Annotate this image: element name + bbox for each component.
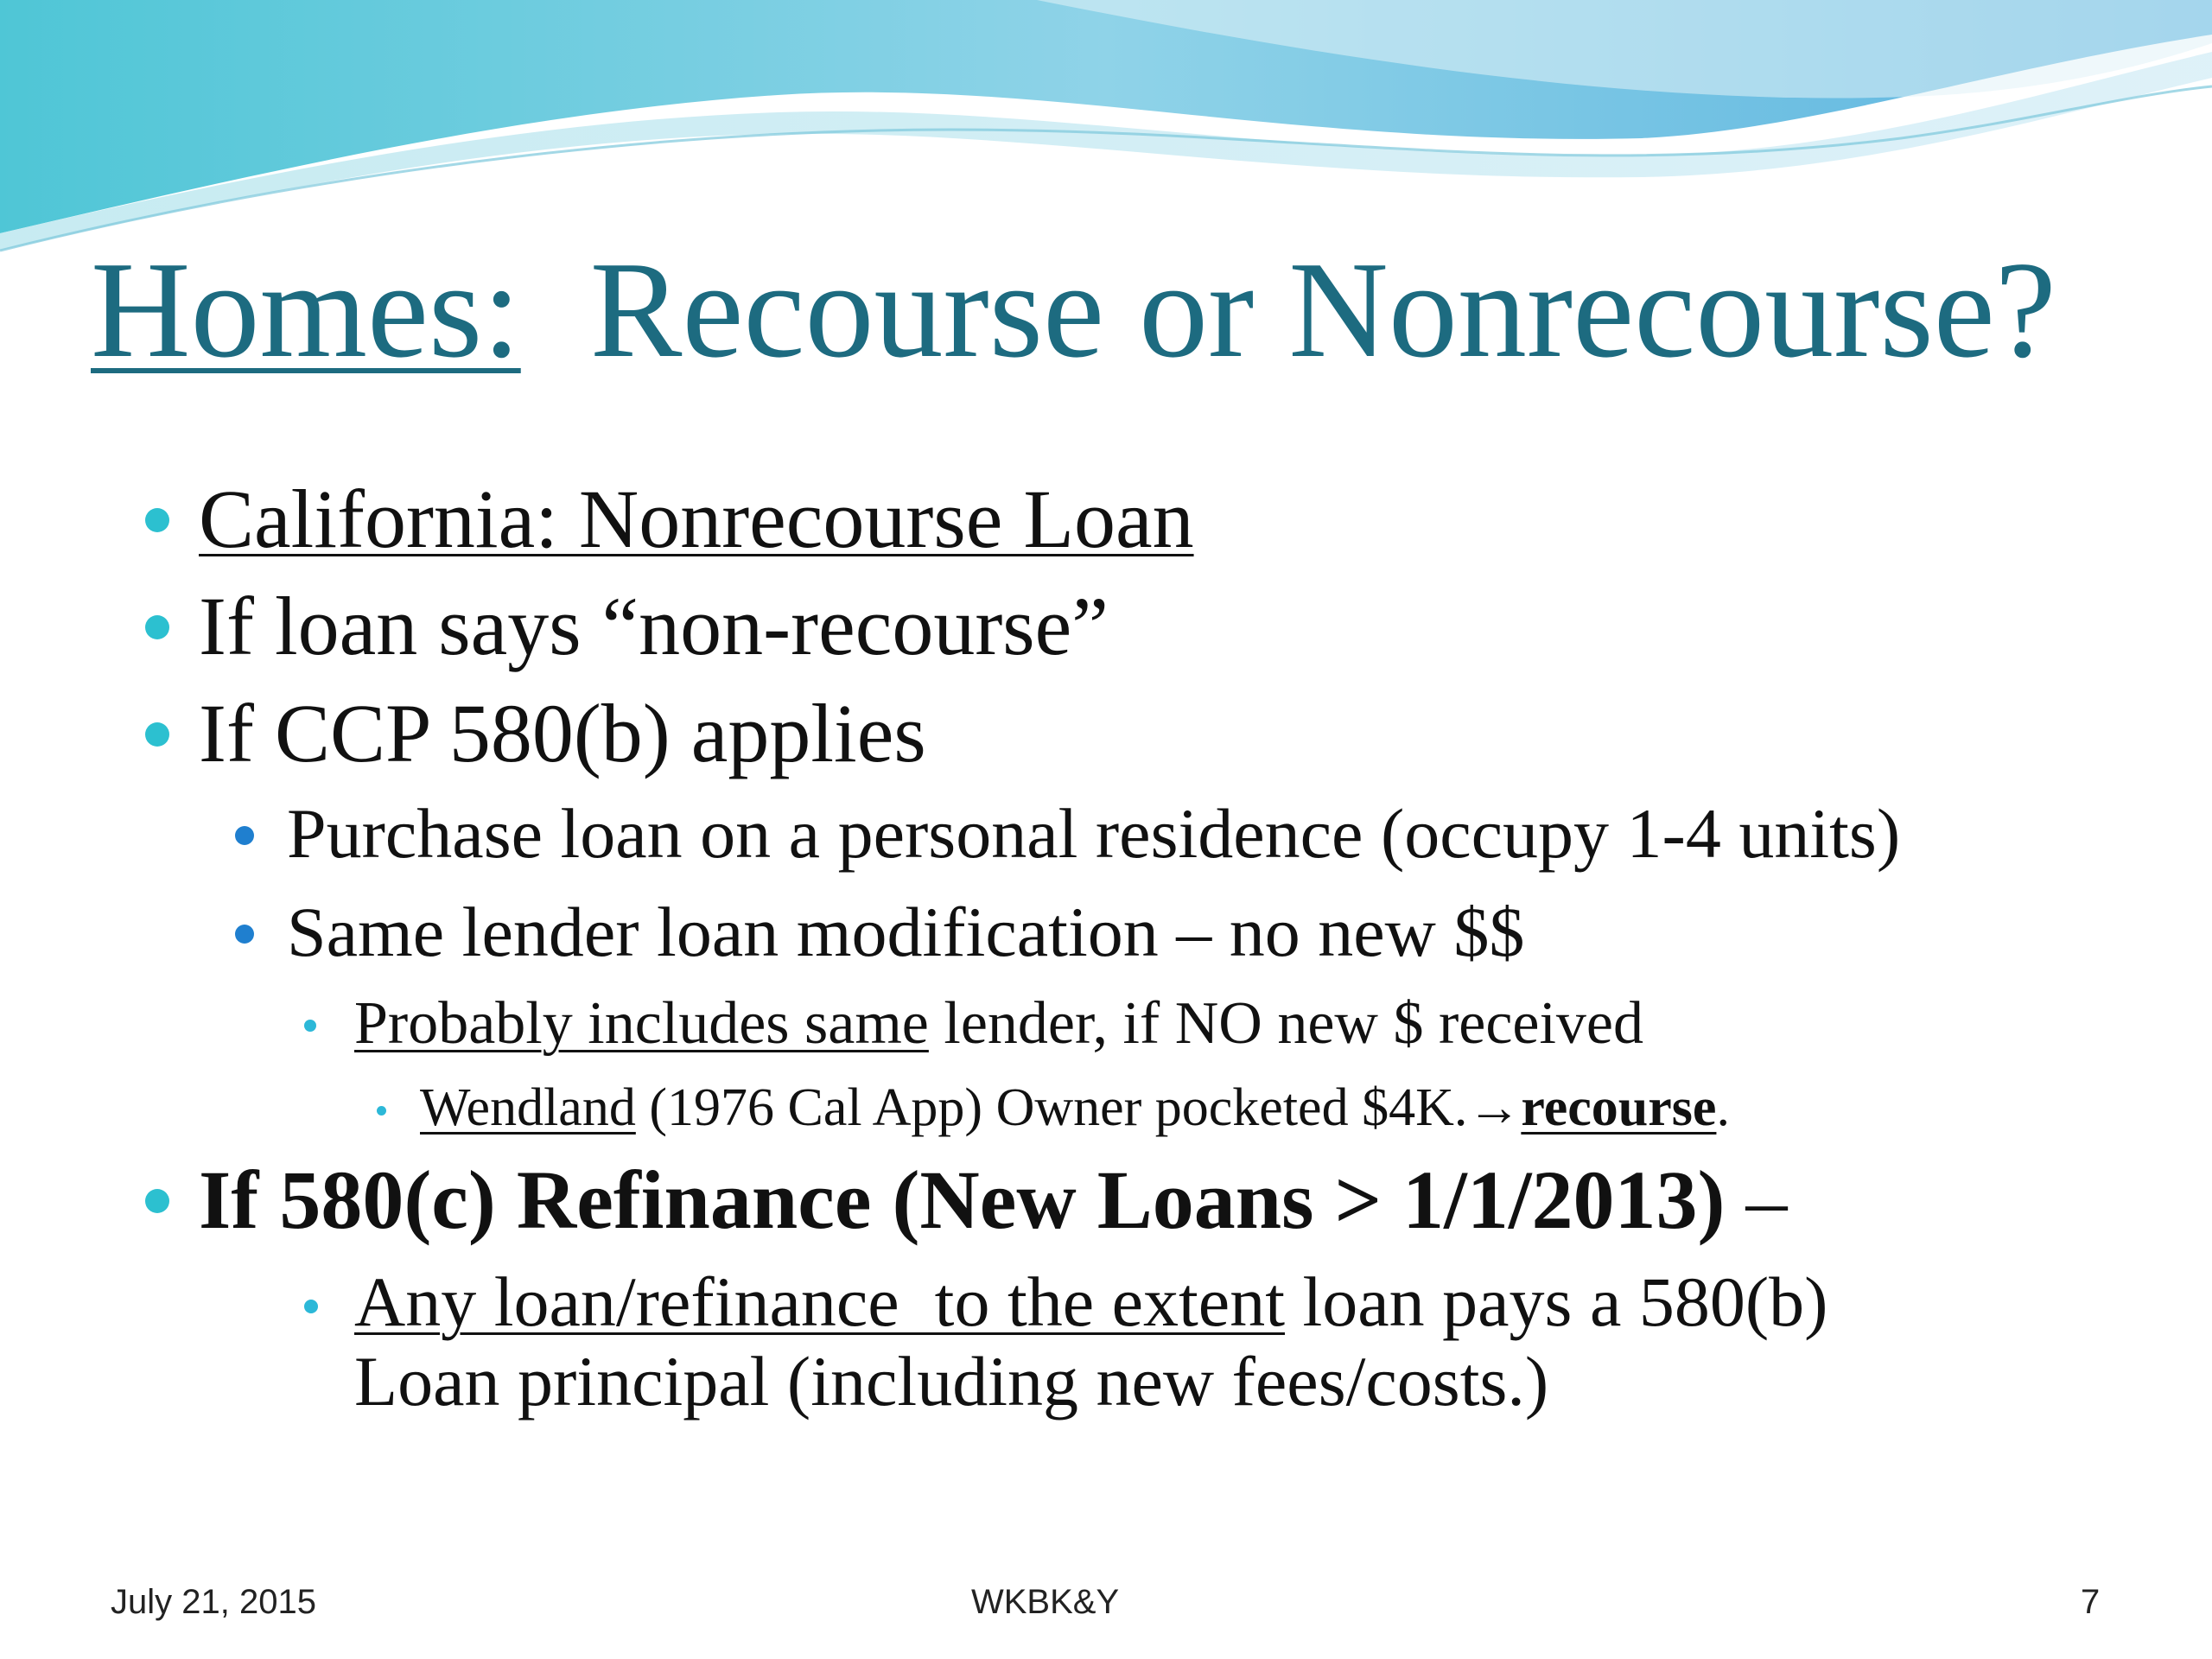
arrow-right-icon: → [1467,1078,1522,1137]
probably-includes-rest: lender, if NO new $ received [928,990,1643,1057]
wendland-middle: (1976 Cal App) Owner pocketed $4K. [635,1078,1468,1137]
slide-title-underlined: Homes: [91,232,521,386]
bullet-california: California: Nonrecourse Loan [199,473,1194,565]
bullet-dot-icon [377,1106,386,1116]
bullet-probably-includes [354,990,1643,1057]
footer-page-number: 7 [2081,1583,2101,1621]
bullet-dot-icon [304,1300,318,1313]
bullet-580c-refinance [199,1154,1787,1246]
bullet-ccp-580b: If CCP 580(b) applies [199,687,926,779]
footer-center-text: WKBK&Y [971,1583,1120,1621]
bullet-purchase-loan: Purchase loan on a personal residence (occupy 1-4 units) [287,794,1901,873]
wendland-case: Wendland [420,1078,636,1137]
bullet-dot-icon [304,1020,316,1032]
refinance-rest: – [1725,1154,1788,1246]
bullet-dot-icon [145,722,169,747]
bullet-dot-icon [145,508,169,532]
bullet-wendland [420,1078,1730,1137]
bullet-dot-icon [235,925,254,944]
refinance-bold: If 580(c) Refinance (New Loans > 1/1/2013) [199,1154,1726,1246]
slide-title-rest: Recourse or Nonrecourse? [520,232,2056,386]
wendland-end: . [1716,1078,1730,1137]
any-loan-rest: loan pays a 580(b) [1284,1262,1828,1341]
bullet-same-lender: Same lender loan modification – no new $$ [287,893,1525,971]
bullet-dot-icon [145,1189,169,1213]
bullet-any-loan-line2: Loan principal (including new fees/costs.) [354,1342,1549,1421]
any-loan-underlined: Any loan/refinance to the extent [354,1262,1285,1341]
wendland-recourse: recourse [1521,1078,1717,1137]
bullet-any-loan [354,1263,1827,1341]
footer-date: July 21, 2015 [111,1583,316,1621]
probably-includes-underlined: Probably includes same [354,990,929,1057]
bullet-loan-says: If loan says “non-recourse” [199,580,1109,672]
bullet-dot-icon [235,826,254,845]
bullet-dot-icon [145,615,169,639]
